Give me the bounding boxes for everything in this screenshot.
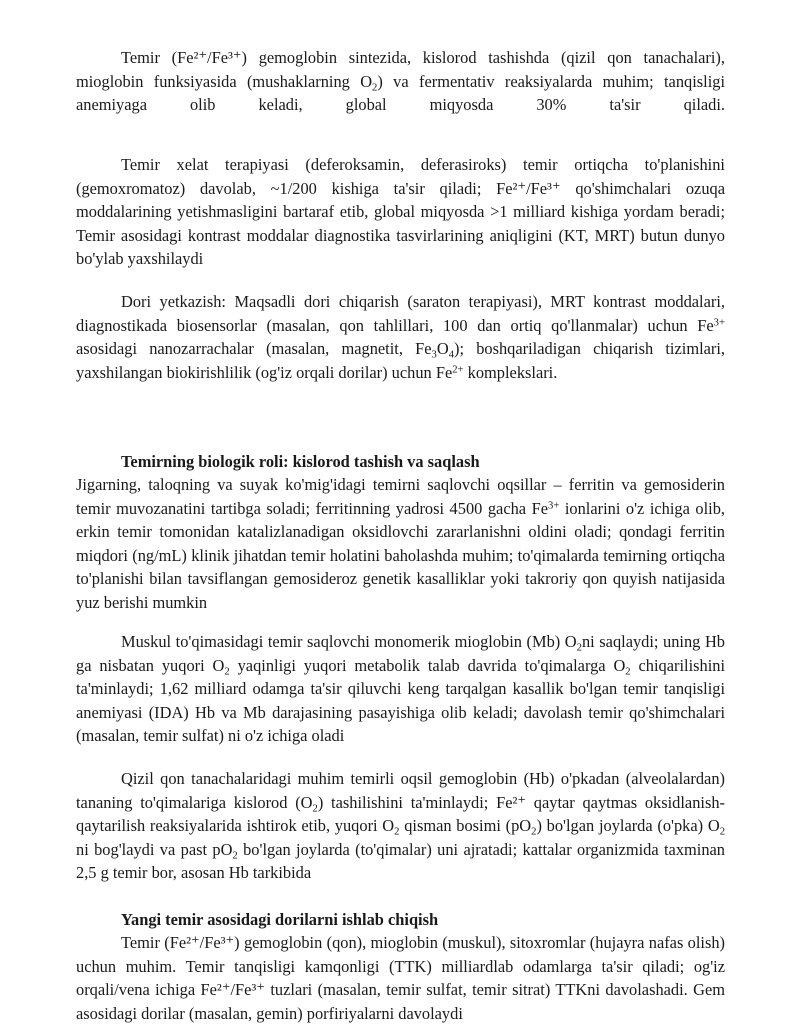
text-run: ) tashilishini ta'minlaydi; Fe²⁺ qaytar qaytmas oksidlanish-qaytarilish reaksiyalarida ishtirok etib, yuqori O xyxy=(76,792,725,836)
text-run: bo'lgan joylarda (to'qimalar) uni ajratadi; kattalar organizmida taxminan 2,5 g temir bor, asosan Hb tarkibida xyxy=(76,839,725,883)
subscript: 4 xyxy=(448,349,455,361)
text-run: ) va fermentativ reaksiyalarda muhim; tanqisligi anemiyaga olib keladi, global miqyosda 30% ta'sir qiladi. xyxy=(76,71,725,115)
text-run: Jigarning, taloqning va suyak ko'mig'idagi temirni saqlovchi oqsillar – ferritin va gemosiderin temir muvozanatini tartibga soladi; ferritinning yadrosi 4500 gacha Fe xyxy=(76,475,725,518)
paragraph-iron-drugs xyxy=(76,931,725,1025)
subscript: 3 xyxy=(431,349,437,361)
text-run: ni saqlaydi; uning Hb ga nisbatan yuqori O xyxy=(76,632,725,675)
text-run: komplekslari. xyxy=(463,362,558,382)
subscript: 2 xyxy=(224,666,230,678)
text-run: yaqinligi yuqori metabolik talab davrida to'qimalarga O xyxy=(229,655,626,675)
text-run: qisman bosimi (pO xyxy=(399,816,532,836)
paragraph-iron-overview xyxy=(76,46,725,117)
superscript: 2+ xyxy=(452,364,464,376)
text-run: Dori yetkazish: Maqsadli dori chiqarish (saraton terapiyasi), MRT kontrast moddalari, diagnostikada biosensorlar (masalan, qon tahlillari, 100 dan ortiq qo'llanmalar) uchun Fe xyxy=(76,292,725,335)
subscript: 2 xyxy=(625,666,631,678)
subscript: 2 xyxy=(394,826,400,838)
text-run: asosidagi nanozarrachalar (masalan, magnetit, Fe xyxy=(76,339,432,359)
section-heading-new-drugs: Yangi temir asosidagi dorilarni ishlab chiqish xyxy=(121,910,439,929)
superscript: 3+ xyxy=(547,500,560,512)
text-run: Temir (Fe²⁺/Fe³⁺) gemoglobin (qon), mioglobin (muskul), sitoxromlar (hujayra nafas olish) uchun muhim. Temir tanqisligi kamqonligi (TTK) milliardlab odamlarga ta'sir qiladi; og'iz orqali/vena ichiga Fe²⁺/Fe³⁺ tuzlari (masalan, temir sulfat, temir sitrat) TTKni davolashadi. Gem asosidagi dorilar (masalan, gemin) porfiriyalarni davolaydi xyxy=(76,933,725,1023)
subscript: 2 xyxy=(232,850,238,862)
subscript: 2 xyxy=(719,826,726,838)
text-run: O xyxy=(436,339,449,359)
text-run: ); boshqariladigan chiqarish tizimlari, yaxshilangan biokirishlilik (og'iz orqali dorilar) uchun Fe xyxy=(76,339,726,382)
subscript: 2 xyxy=(576,642,582,654)
text-run: ni bog'laydi va past pO xyxy=(76,839,233,859)
subscript: 2 xyxy=(372,82,378,94)
text-run: Muskul to'qimasidagi temir saqlovchi monomerik mioglobin (Mb) O xyxy=(121,632,577,651)
paragraph-chelation-therapy xyxy=(76,153,725,271)
text-run: ) bo'lgan joylarda (o'pka) O xyxy=(536,816,720,836)
text-run: Temir xelat terapiyasi (deferoksamin, deferasiroks) temir ortiqcha to'planishini (gemoxromatoz) davolab, ~1/200 kishiga ta'sir qiladi; Fe²⁺/Fe³⁺ qo'shimchalari ozuqa moddalarining yetishmasligini bartaraf etib, global miqyosda >1 milliard kishiga yordam beradi; Temir asosidagi kontrast moddalar diagnostika tasvirlarining aniqligini (KT, MRT) butun dunyo bo'ylab yaxshilaydi xyxy=(76,155,725,269)
section-heading-biological-role: Temirning biologik roli: kislorod tashish va saqlash xyxy=(121,452,480,471)
paragraph-ferritin-storage xyxy=(76,473,725,615)
text-run: chiqarilishini ta'minlaydi; 1,62 milliard odamga ta'sir qiluvchi keng tarqalgan kasallik bo'lgan temir tanqisligi anemiyasi (IDA) Hb va Mb darajasining pasayishiga olib keladi; davolash temir qo'shimchalari (masalan, temir sulfat) ni o'z ichiga oladi xyxy=(76,655,726,746)
paragraph-hemoglobin xyxy=(76,767,725,885)
superscript: 3+ xyxy=(713,317,725,329)
text-run: Qizil qon tanachalaridagi muhim temirli oqsil gemoglobin (Hb) o'pkadan (alveolalardan) tananing to'qimalariga kislorod (O xyxy=(76,769,725,812)
paragraph-myoglobin xyxy=(76,630,725,748)
subscript: 2 xyxy=(531,826,537,838)
text-run: Temir (Fe²⁺/Fe³⁺) gemoglobin sintezida, kislorod tashishda (qizil qon tanachalari), mioglobin funksiyasida (mushaklarning O xyxy=(76,48,725,91)
text-run: ionlarini o'z ichiga olib, erkin temir tomonidan katalizlanadigan oksidlovchi zararlanishni oldini oladi; qondagi ferritin miqdori (ng/mL) klinik jihatdan temir holatini baholashda muhim; to'qimalarda temirning ortiqcha to'planishi bilan tavsiflangan gemosideroz genetik kasalliklar yoki takroriy qon quyish natijasida yuz berishi mumkin xyxy=(76,498,725,612)
paragraph-drug-delivery xyxy=(76,290,725,384)
subscript: 2 xyxy=(312,803,318,815)
